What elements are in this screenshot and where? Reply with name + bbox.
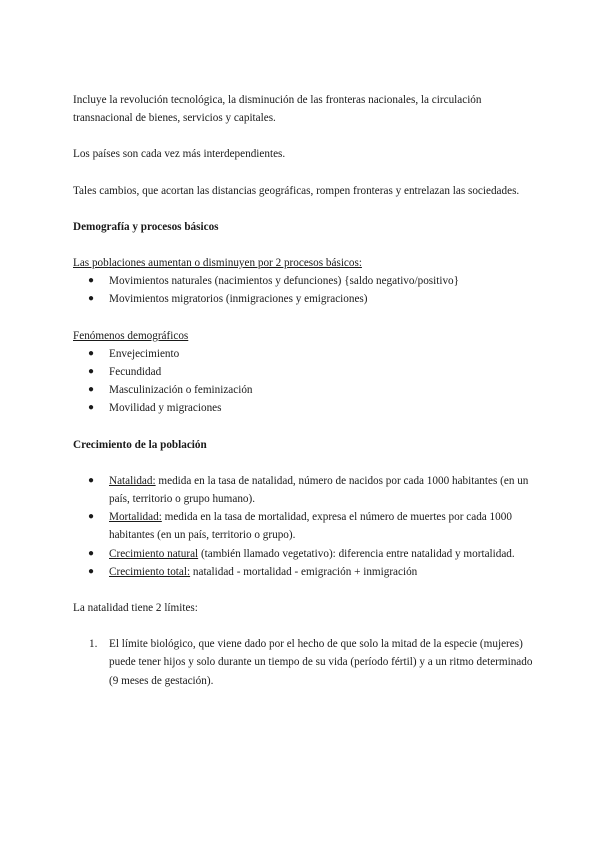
fenomenos-title: Fenómenos demográficos — [73, 329, 189, 342]
fenomenos-list — [73, 345, 533, 418]
list-item — [73, 363, 533, 381]
definition-text: medida en la tasa de natalidad, número de nacidos por cada 1000 habitantes (en un país, territorio o grupo humano). — [109, 474, 529, 506]
intro-paragraph-3: Tales cambios, que acortan las distancias geográficas, rompen fronteras y entrelazan las sociedades. — [73, 184, 520, 197]
definition-text: (también llamado vegetativo): diferencia entre natalidad y mortalidad. — [198, 547, 515, 560]
list-item — [73, 381, 533, 399]
bullet-icon: ● — [88, 402, 95, 414]
term-mortalidad: Mortalidad: — [109, 511, 162, 524]
bullet-icon: ● — [88, 293, 95, 305]
bullet-icon: ● — [88, 547, 95, 559]
list-item-text: El límite biológico, que viene dado por el hecho de que solo la mitad de la especie (mujeres) puede tener hijos y solo durante un tiempo de su vida (período fértil) y a un ritmo determinado (9 meses de gestación). — [109, 638, 533, 687]
list-item — [73, 272, 533, 290]
heading-crecimiento: Crecimiento de la población — [73, 438, 207, 451]
list-item — [73, 563, 533, 581]
term-natalidad: Natalidad: — [109, 474, 156, 487]
list-item-text: Movimientos migratorios (inmigraciones y emigraciones) — [109, 293, 368, 306]
list-item-text: Masculinización o feminización — [109, 384, 253, 397]
procesos-title: Las poblaciones aumentan o disminuyen por 2 procesos básicos: — [73, 257, 362, 270]
list-number: 1. — [89, 638, 98, 651]
bullet-icon: ● — [88, 384, 95, 396]
definition-text: natalidad - mortalidad - emigración + inmigración — [190, 565, 418, 578]
document-page — [73, 91, 533, 690]
list-item — [73, 545, 533, 563]
definition-text: medida en la tasa de mortalidad, expresa el número de muertes por cada 1000 habitantes (en un país, territorio o grupo). — [109, 511, 512, 542]
list-item-text: Movilidad y migraciones — [109, 402, 222, 415]
limites-intro: La natalidad tiene 2 límites: — [73, 602, 198, 615]
list-item — [73, 345, 533, 363]
bullet-icon: ● — [88, 565, 95, 577]
list-item — [73, 508, 533, 544]
procesos-list — [73, 272, 533, 308]
heading-demografia: Demografía y procesos básicos — [73, 220, 219, 233]
limites-list — [73, 635, 533, 690]
list-item-text: Envejecimiento — [109, 347, 180, 360]
list-item-text: Movimientos naturales (nacimientos y defunciones) {saldo negativo/positivo} — [109, 275, 460, 288]
bullet-icon: ● — [88, 511, 95, 523]
term-crecimiento-total: Crecimiento total: — [109, 565, 191, 578]
bullet-icon: ● — [88, 366, 95, 378]
list-item — [73, 399, 533, 417]
intro-paragraph-2: Los países son cada vez más interdependientes. — [73, 148, 286, 161]
list-item — [73, 290, 533, 308]
list-item-text: Fecundidad — [109, 366, 162, 379]
bullet-icon: ● — [88, 347, 95, 359]
list-item — [73, 472, 533, 508]
term-crecimiento-natural: Crecimiento natural — [109, 547, 199, 560]
bullet-icon: ● — [88, 474, 95, 486]
bullet-icon: ● — [88, 275, 95, 287]
list-item — [73, 635, 533, 690]
crecimiento-list — [73, 472, 533, 581]
intro-paragraph-1: Incluye la revolución tecnológica, la disminución de las fronteras nacionales, la circulación transnacional de bienes, servicios y capitales. — [73, 94, 482, 125]
